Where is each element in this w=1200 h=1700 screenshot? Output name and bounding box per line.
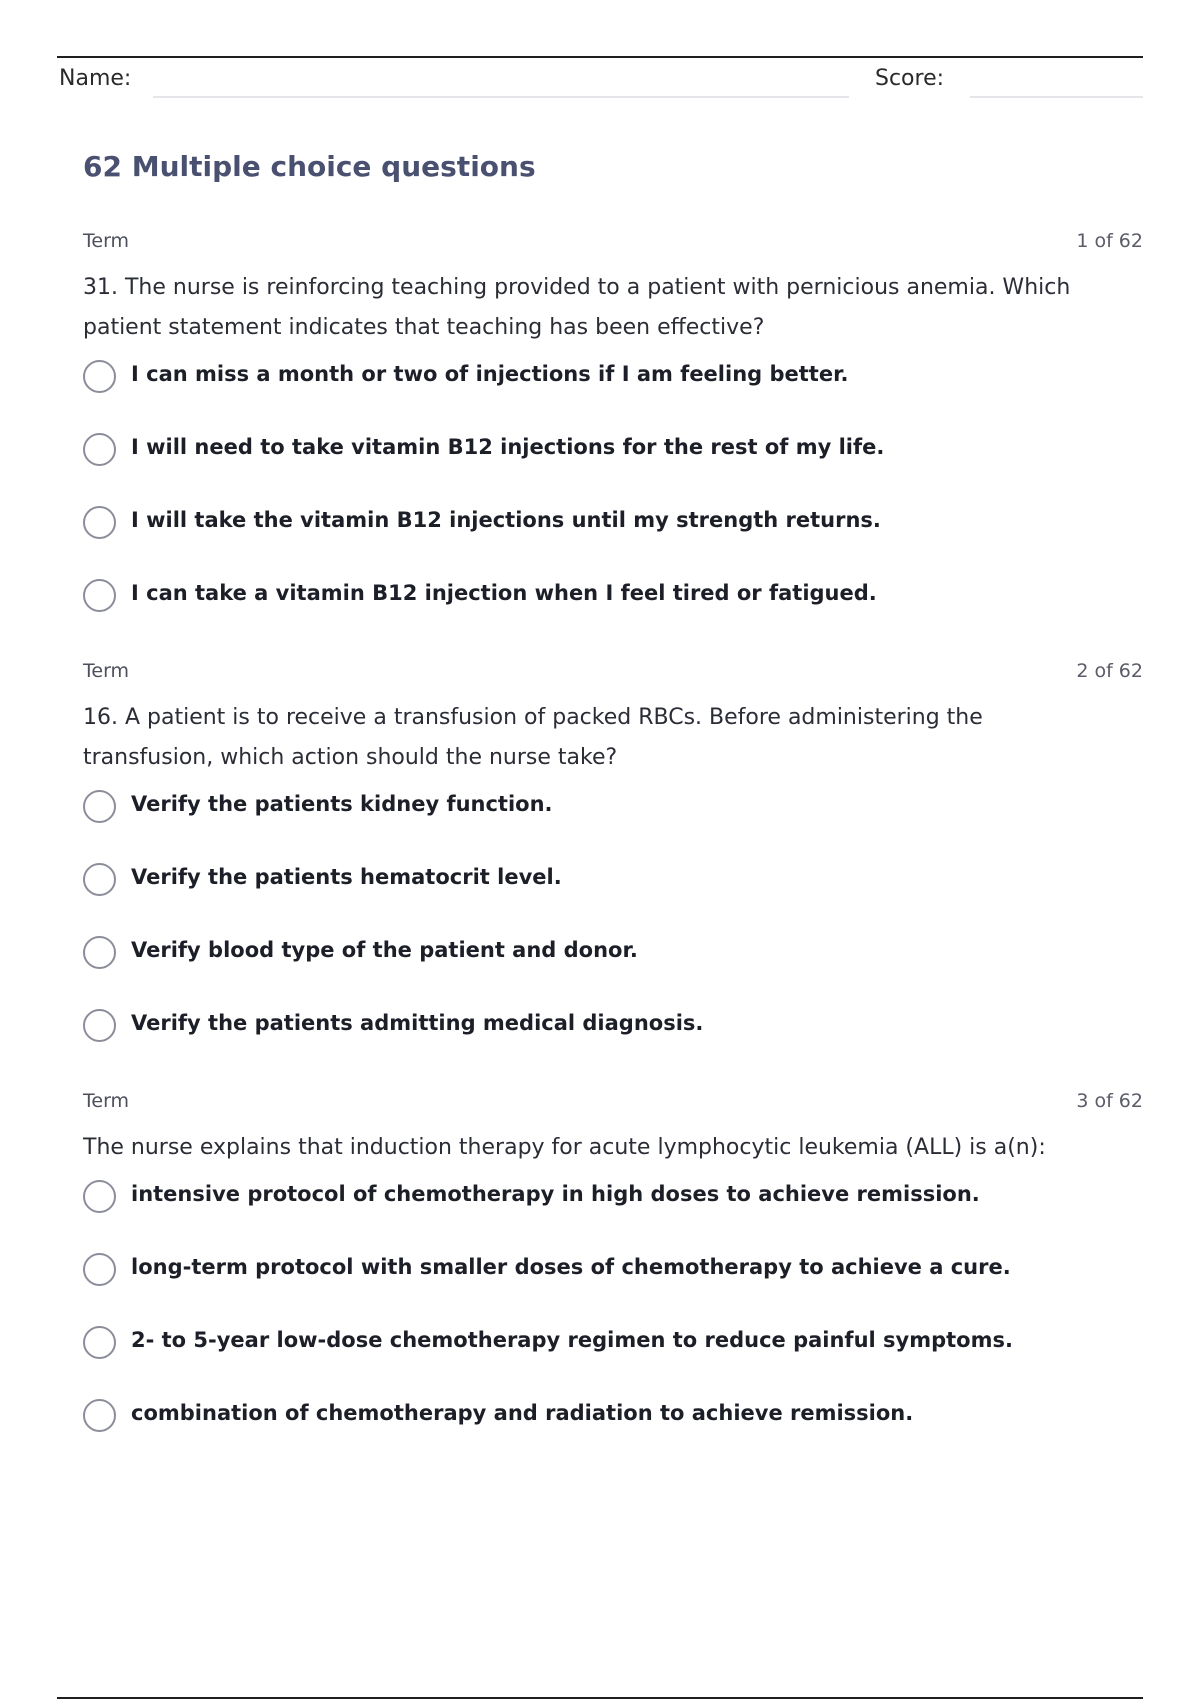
answer-option-text: Verify the patients admitting medical diagnosis. (131, 1011, 704, 1035)
answer-option[interactable] (83, 1253, 1143, 1326)
term-label: Term (83, 230, 130, 252)
radio-button-icon[interactable] (83, 1399, 116, 1432)
answer-option-text: I can take a vitamin B12 injection when I feel tired or fatigued. (131, 581, 877, 605)
answer-option-text: 2- to 5-year low-dose chemotherapy regimen to reduce painful symptoms. (131, 1328, 1013, 1352)
radio-button-icon[interactable] (83, 790, 116, 823)
radio-button-icon[interactable] (83, 1326, 116, 1359)
score-label: Score: (875, 66, 945, 91)
question-text: 31. The nurse is reinforcing teaching provided to a patient with pernicious anemia. Which patient statement indicates that teaching has been effective? (83, 275, 1071, 340)
answer-option-text: combination of chemotherapy and radiation to achieve remission. (131, 1401, 914, 1425)
answer-options (83, 790, 1143, 1082)
question-text: 16. A patient is to receive a transfusion of packed RBCs. Before administering the transfusion, which action should the nurse take? (83, 705, 983, 770)
answer-options (83, 1180, 1143, 1472)
answer-option-text: Verify the patients hematocrit level. (131, 865, 562, 889)
radio-button-icon[interactable] (83, 579, 116, 612)
answer-options (83, 360, 1143, 652)
answer-option[interactable] (83, 1009, 1143, 1082)
answer-option-text: I will take the vitamin B12 injections until my strength returns. (131, 508, 881, 532)
score-field[interactable] (970, 96, 1143, 98)
radio-button-icon[interactable] (83, 1180, 116, 1213)
term-header (83, 1090, 1143, 1120)
answer-option-text: Verify blood type of the patient and donor. (131, 938, 638, 962)
radio-button-icon[interactable] (83, 433, 116, 466)
answer-option[interactable] (83, 790, 1143, 863)
radio-button-icon[interactable] (83, 1009, 116, 1042)
radio-button-icon[interactable] (83, 863, 116, 896)
radio-button-icon[interactable] (83, 936, 116, 969)
section-title: 62 Multiple choice questions (83, 150, 536, 183)
question-card (83, 660, 1143, 1082)
answer-option-text: long-term protocol with smaller doses of chemotherapy to achieve a cure. (131, 1255, 1011, 1279)
question-counter: 1 of 62 (1076, 230, 1143, 252)
question-counter: 3 of 62 (1076, 1090, 1143, 1112)
answer-option[interactable] (83, 1326, 1143, 1399)
term-label: Term (83, 660, 130, 682)
question-card (83, 1090, 1143, 1472)
radio-button-icon[interactable] (83, 506, 116, 539)
answer-option[interactable] (83, 936, 1143, 1009)
term-header (83, 660, 1143, 690)
question-card (83, 230, 1143, 652)
answer-option-text: Verify the patients kidney function. (131, 792, 553, 816)
top-rule (57, 56, 1143, 58)
question-counter: 2 of 62 (1076, 660, 1143, 682)
radio-button-icon[interactable] (83, 360, 116, 393)
answer-option[interactable] (83, 1399, 1143, 1472)
answer-option-text: intensive protocol of chemotherapy in high doses to achieve remission. (131, 1182, 980, 1206)
radio-button-icon[interactable] (83, 1253, 116, 1286)
answer-option[interactable] (83, 506, 1143, 579)
term-header (83, 230, 1143, 260)
answer-option[interactable] (83, 360, 1143, 433)
answer-option-text: I can miss a month or two of injections if I am feeling better. (131, 362, 849, 386)
term-label: Term (83, 1090, 130, 1112)
answer-option-text: I will need to take vitamin B12 injections for the rest of my life. (131, 435, 885, 459)
name-field[interactable] (153, 96, 849, 98)
answer-option[interactable] (83, 433, 1143, 506)
answer-option[interactable] (83, 579, 1143, 652)
question-text: The nurse explains that induction therapy for acute lymphocytic leukemia (ALL) is a(n): (83, 1135, 1046, 1160)
name-label: Name: (59, 66, 132, 91)
answer-option[interactable] (83, 863, 1143, 936)
bottom-rule (57, 1697, 1143, 1699)
answer-option[interactable] (83, 1180, 1143, 1253)
